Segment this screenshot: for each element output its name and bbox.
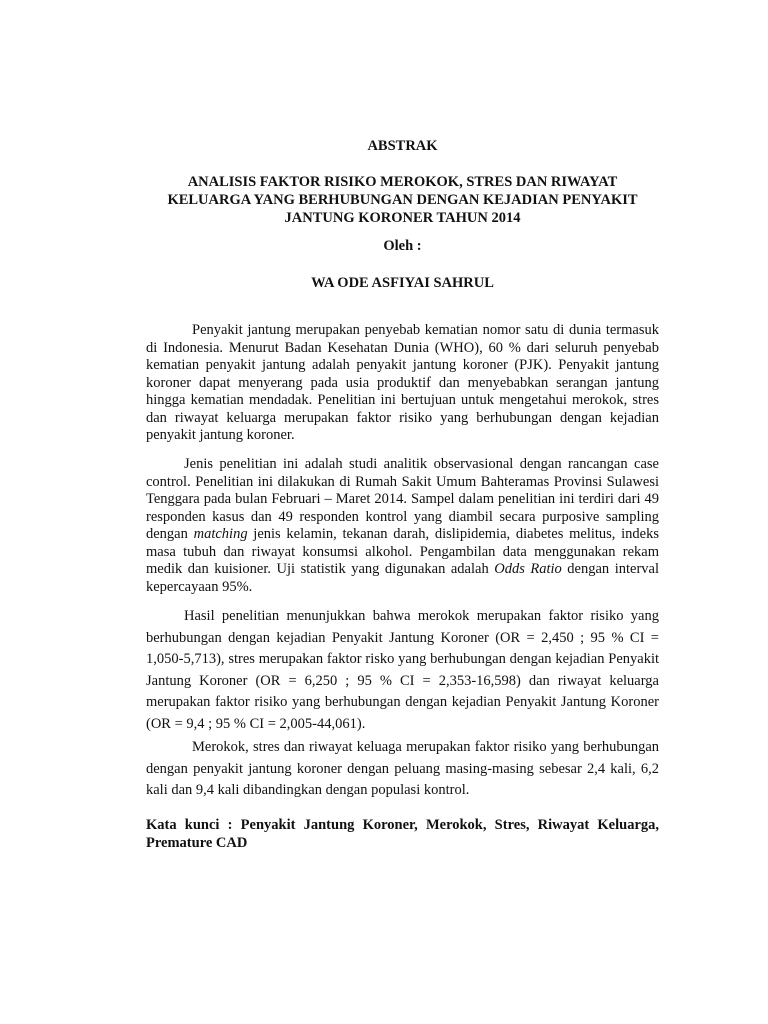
by-label: Oleh : — [383, 238, 422, 254]
keywords: Kata kunci : Penyakit Jantung Koroner, Merokok, Stres, Riwayat Keluarga, Premature CAD — [146, 817, 659, 851]
document-title: ANALISIS FAKTOR RISIKO MEROKOK, STRES DAN RIWAYAT KELUARGA YANG BERHUBUNGAN DENGAN KEJADIAN PENYAKIT JANTUNG KORONER TAHUN 2014 — [167, 174, 638, 226]
method-term-matching: matching — [193, 526, 248, 542]
method-term-odds-ratio: Odds Ratio — [494, 561, 562, 577]
method-text-c: dengan interval kepercayaan 95%. — [146, 561, 659, 595]
paragraph-background: Penyakit jantung merupakan penyebab kematian nomor satu di dunia termasuk di Indonesia. Menurut Badan Kesehatan Dunia (WHO), 60 % dari seluruh penyebab kematian penyakit jantung adalah penyakit jantung koroner (PJK). Penyakit jantung koroner dapat menyerang pada usia produktif dan menyebabkan serangan jantung hingga kematian mendadak. Penelitian ini bertujuan untuk mengetahui merokok, stres dan riwayat keluarga merupakan faktor risiko yang berhubungan dengan kejadian penyakit jantung koroner. — [146, 322, 659, 443]
method-text-b: jenis kelamin, tekanan darah, dislipidemia, diabetes melitus, indeks masa tubuh dan riwayat konsumsi alkohol. Pengambilan data menggunakan rekam medik dan kuisioner. Uji statistik yang digunakan adalah — [146, 526, 660, 577]
paragraph-results: Hasil penelitian menunjukkan bahwa merokok merupakan faktor risiko yang berhubungan dengan kejadian Penyakit Jantung Koroner (OR = 2,450 ; 95 % CI = 1,050-5,713), stres merupakan faktor risko yang berhubungan dengan kejadian Penyakit Jantung Koroner (OR = 6,250 ; 95 % CI = 2,353-16,598) dan riwayat keluarga merupakan faktor risiko yang berhubungan dengan kejadian Penyakit Jantung Koroner (OR = 9,4 ; 95 % CI = 2,005-44,061). — [146, 608, 659, 732]
author-name: WA ODE ASFIYAI SAHRUL — [311, 275, 494, 291]
paragraph-conclusion: Merokok, stres dan riwayat keluaga merupakan faktor risiko yang berhubungan dengan penyakit jantung koroner dengan peluang masing-masing sebesar 2,4 kali, 6,2 kali dan 9,4 kali dibandingkan dengan populasi kontrol. — [146, 739, 659, 798]
abstract-heading: ABSTRAK — [367, 138, 438, 154]
paragraph-method — [146, 456, 659, 596]
method-text-a: Jenis penelitian ini adalah studi analitik observasional dengan rancangan case control. Penelitian ini dilakukan di Rumah Sakit Umum Bahteramas Provinsi Sulawesi Tenggara pada bulan Februari – Maret 2014. Sampel dalam penelitian ini terdiri dari 49 responden kasus dan 49 responden kontrol yang diambil secara purposive sampling dengan — [146, 456, 659, 542]
